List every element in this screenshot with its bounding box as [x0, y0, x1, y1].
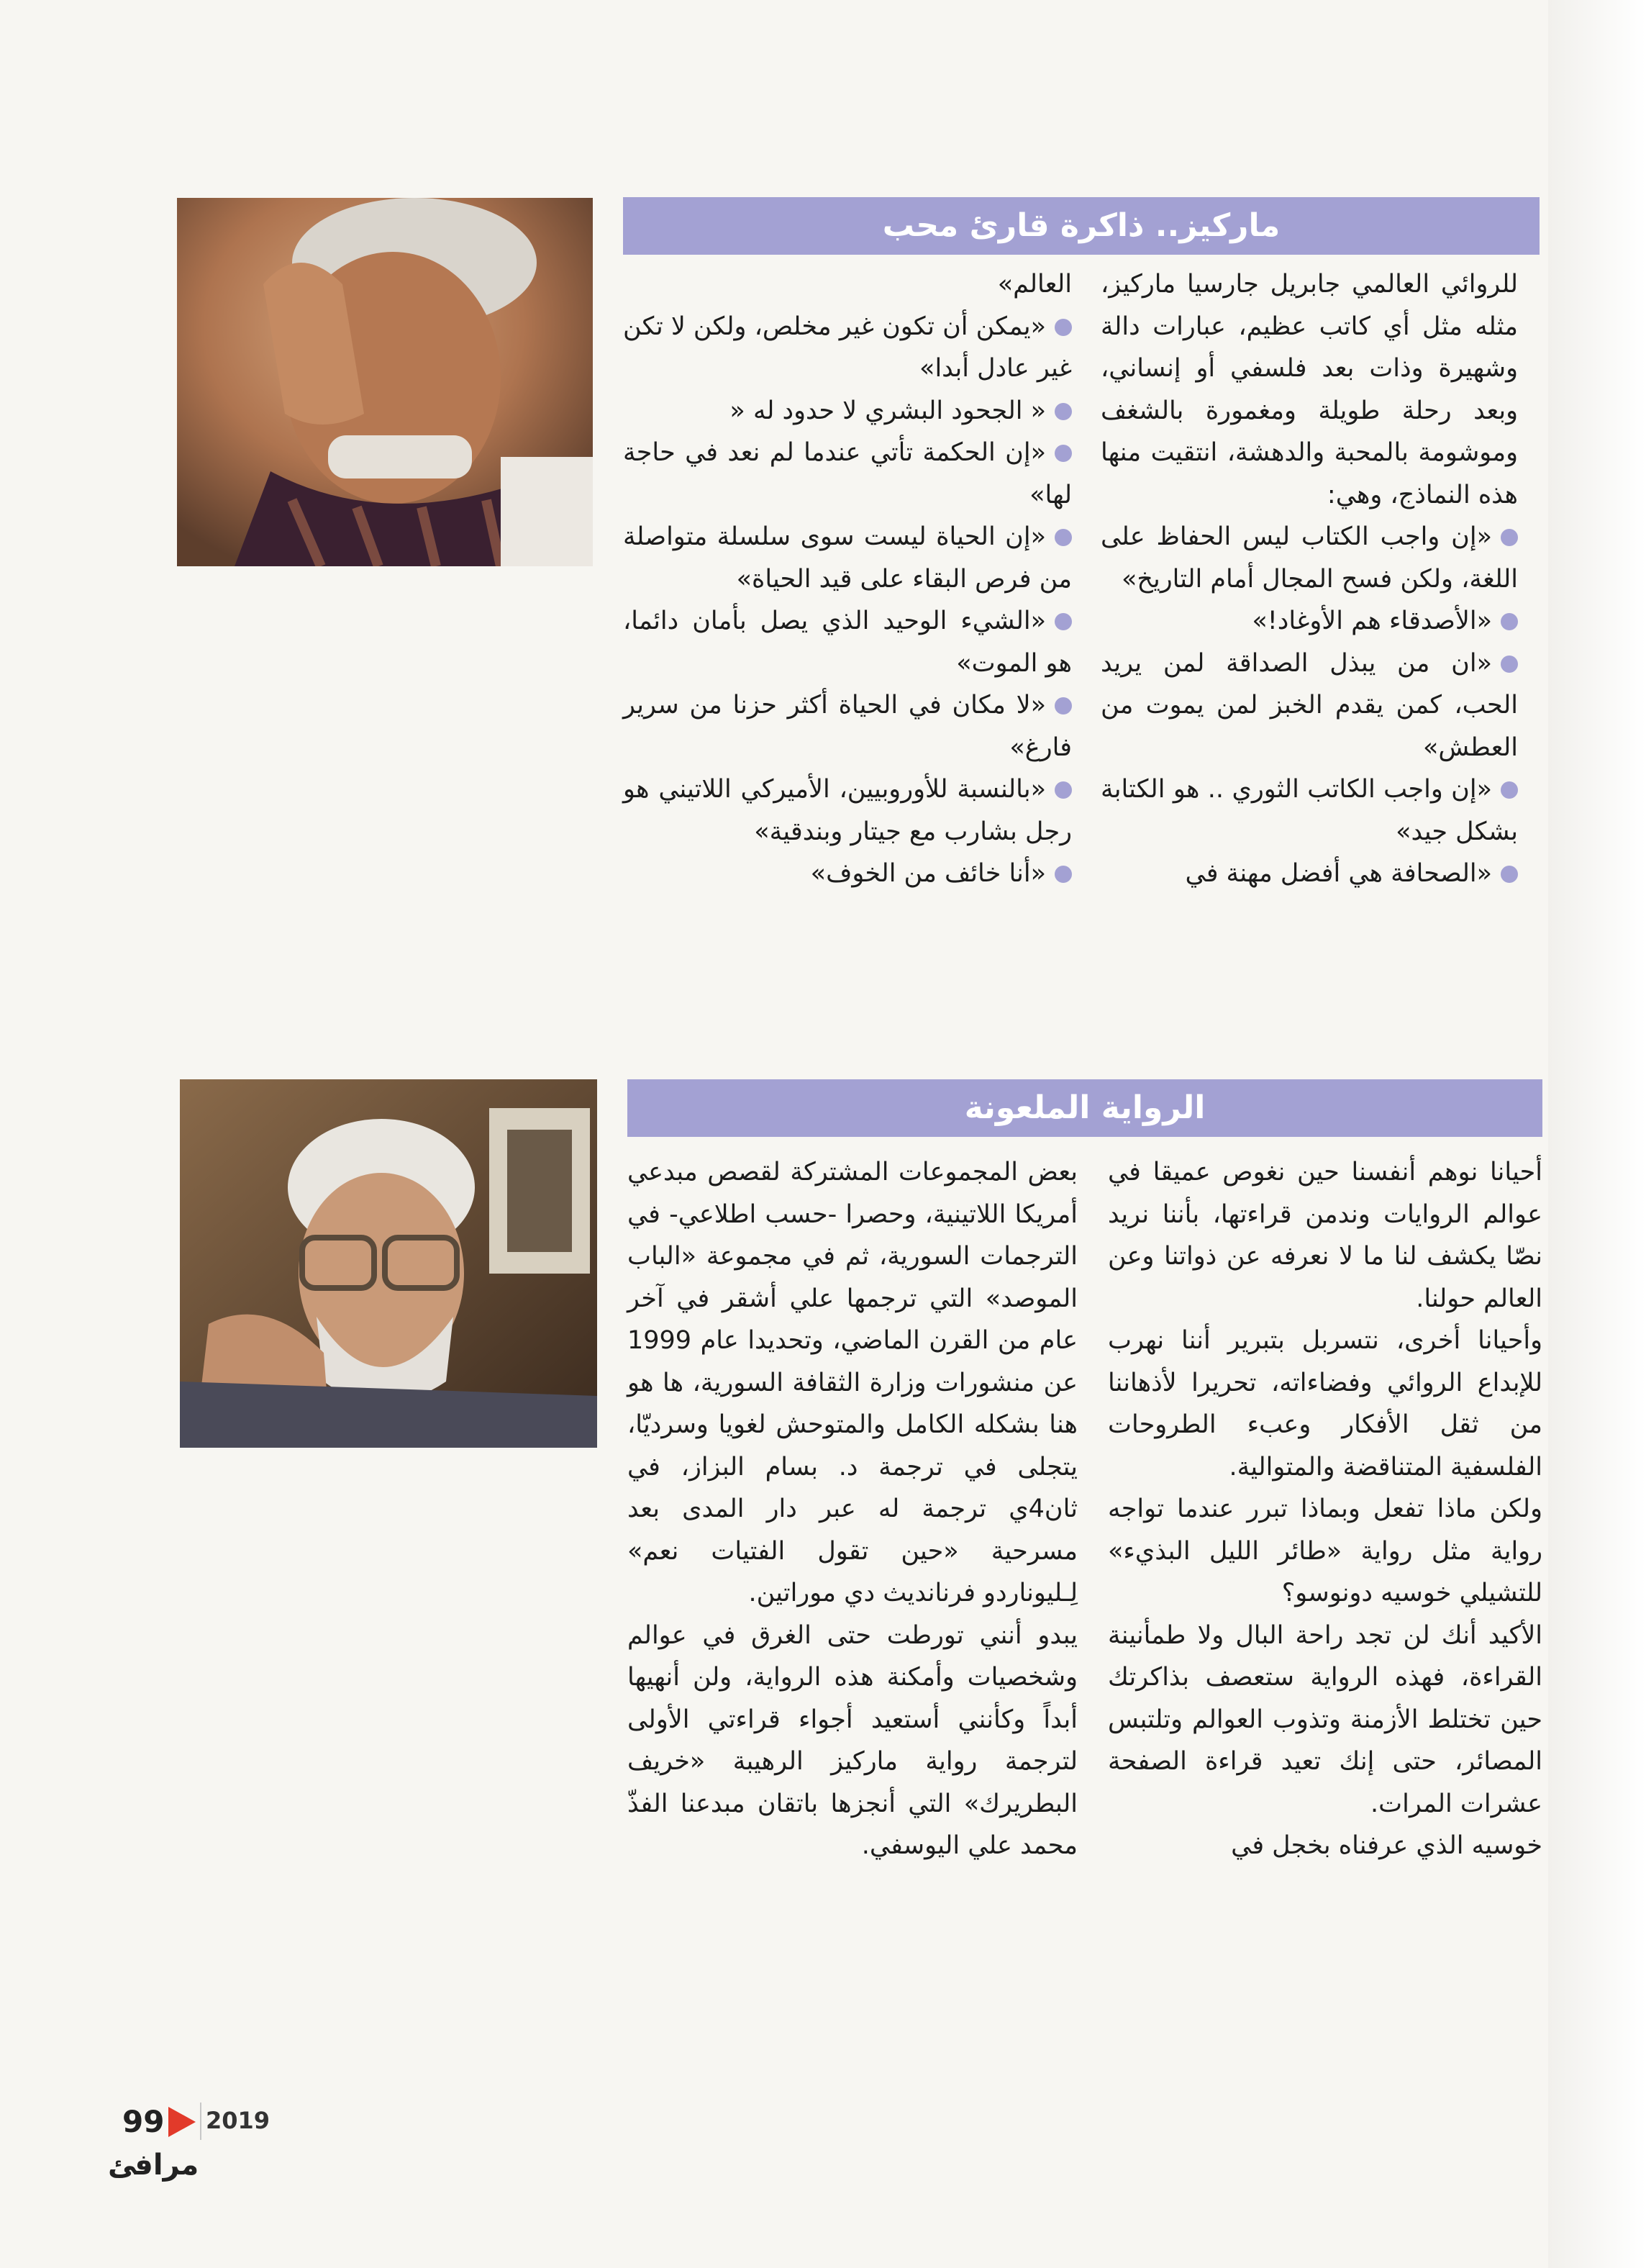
magazine-brand: مرافئ [108, 2149, 199, 2182]
footer-year: 2019 [206, 2107, 270, 2134]
section1-column-right [1101, 263, 1518, 895]
quote-item: «يمكن أن تكون غير مخلص، ولكن لا تكن غير عادل أبدا» [622, 312, 1072, 383]
section1-column-left [623, 263, 1072, 895]
paragraph: يبدو أنني تورطت حتى الغرق في عوالم وشخصيات وأمكنة هذه الرواية، ولن أنهيها أبداً وكأنني أستعيد أجواء قراءتي الأولى لترجمة رواية ماركيز الرهيبة «خريف البطريرك» التي أنجزها باتقان مبدعنا الفذّ محمد علي اليوسفي. [627, 1620, 1078, 1860]
bullet-icon [1055, 781, 1072, 799]
donoso-photo [180, 1079, 597, 1448]
quote-item: «أنا خائف من الخوف» [623, 853, 1072, 895]
bullet-icon [1055, 403, 1072, 420]
bullet-icon [1055, 613, 1072, 630]
paragraph: للروائي العالمي جابريل جارسيا ماركيز، مثله مثل أي كاتب عظيم، عبارات دالة وشهيرة وذات بعد فلسفي أو إنساني، وبعد رحلة طويلة ومغمورة بالشغف وموشومة بالمحبة والدهشة، انتقيت منها هذه النماذج، وهي: [1101, 270, 1518, 509]
paragraph: خوسيه الذي عرفناه بخجل في [1231, 1831, 1542, 1860]
bullet-icon [1055, 697, 1072, 715]
paragraph: العالم» [997, 270, 1072, 299]
paragraph: أحيانا نوهم أنفسنا حين نغوص عميقا في عوالم الروايات وندمن قراءتها، بأننا نريد نصّا يكشف لنا ما لا نعرفه عن ذواتنا وعن العالم حولنا. [1108, 1158, 1542, 1313]
footer-divider [200, 2103, 201, 2140]
section-title-banner [627, 1079, 1542, 1137]
bullet-icon [1055, 445, 1072, 462]
quote-item: «إن واجب الكتاب ليس الحفاظ على اللغة، ولكن فسح المجال أمام التاريخ» [1101, 522, 1518, 594]
bullet-icon [1055, 866, 1072, 883]
quote-item: «بالنسبة للأوروبيين، الأميركي اللاتيني هو رجل بشارب مع جيتار وبندقية» [623, 775, 1072, 846]
bullet-icon [1501, 866, 1518, 883]
paragraph: بعض المجموعات المشتركة لقصص مبدعي أمريكا اللاتينية، وحصرا -حسب اطلاعي- في الترجمات السورية، ثم في مجموعة «الباب الموصد» التي ترجمها علي أشقر في آخر عام من القرن الماضي، وتحديدا عام 1999 عن منشورات وزارة الثقافة السورية، ها هو هنا بشكله الكامل والمتوحش لغويا وسرديّا، يتجلى في ترجمة د. بسام البزاز، في ثان4ي ترجمة له عبر دار المدى بعد مسرحية «حين تقول الفتيات نعم» لِـليوناردو فرنانديث دي موراتين. [627, 1158, 1078, 1607]
bullet-icon [1501, 656, 1518, 673]
bullet-icon [1501, 613, 1518, 630]
section-title-banner [623, 197, 1540, 255]
quote-item: «ان من يبذل الصداقة لمن يريد الحب، كمن يقدم الخبز لمن يموت من العطش» [1101, 648, 1518, 762]
bullet-icon [1501, 529, 1518, 546]
section-title: الرواية الملعونة [964, 1089, 1206, 1126]
bullet-icon [1055, 319, 1072, 336]
quote-item: «الصحافة هي أفضل مهنة في [1101, 853, 1518, 895]
paragraph: وأحيانا أخرى، نتسربل بتبرير أننا نهرب للإبداع الروائي وفضاءاته، تحريرا لأذهاننا من ثقل الأفكار وعبء الطروحات الفلسفية المتناقضة والمتوالية. [1108, 1326, 1542, 1482]
quote-item: « الجحود البشري لا حدود له « [623, 390, 1072, 432]
quote-item: «الأصدقاء هم الأوغاد!» [1101, 600, 1518, 643]
page-edge [1548, 0, 1646, 2268]
page-number: 99 [122, 2104, 165, 2139]
quote-item: «إن الحياة ليست سوى سلسلة متواصلة من فرص البقاء على قيد الحياة» [623, 522, 1072, 594]
section-title: ماركيز.. ذاكرة قارئ محب [882, 207, 1281, 244]
play-arrow-icon [168, 2107, 196, 2137]
quote-item: «الشيء الوحيد الذي يصل بأمان دائما، هو الموت» [623, 607, 1072, 678]
quote-item: «لا مكان في الحياة أكثر حزنا من سرير فارغ» [623, 691, 1072, 762]
marquez-photo [177, 198, 593, 566]
section2-column-right [1108, 1151, 1542, 1867]
paragraph: الأكيد أنك لن تجد راحة البال ولا طمأنينة القراءة، فهذه الرواية ستعصف بذاكرتك حين تختلط الأزمنة وتذوب العوالم وتلتبس المصائر، حتى إنك تعيد قراءة الصفحة عشرات المرات. [1108, 1620, 1542, 1818]
paragraph: ولكن ماذا تفعل وبماذا تبرر عندما تواجه رواية مثل رواية «طائر الليل البذيء» للتشيلي خوسيه دونوسو؟ [1108, 1494, 1542, 1607]
section2-column-left [627, 1151, 1078, 1867]
bullet-icon [1501, 781, 1518, 799]
quote-item: «إن الحكمة تأتي عندما لم نعد في حاجة لها» [623, 438, 1072, 509]
bullet-icon [1055, 529, 1072, 546]
quote-item: «إن واجب الكاتب الثوري .. هو الكتابة بشكل جيد» [1101, 775, 1518, 846]
